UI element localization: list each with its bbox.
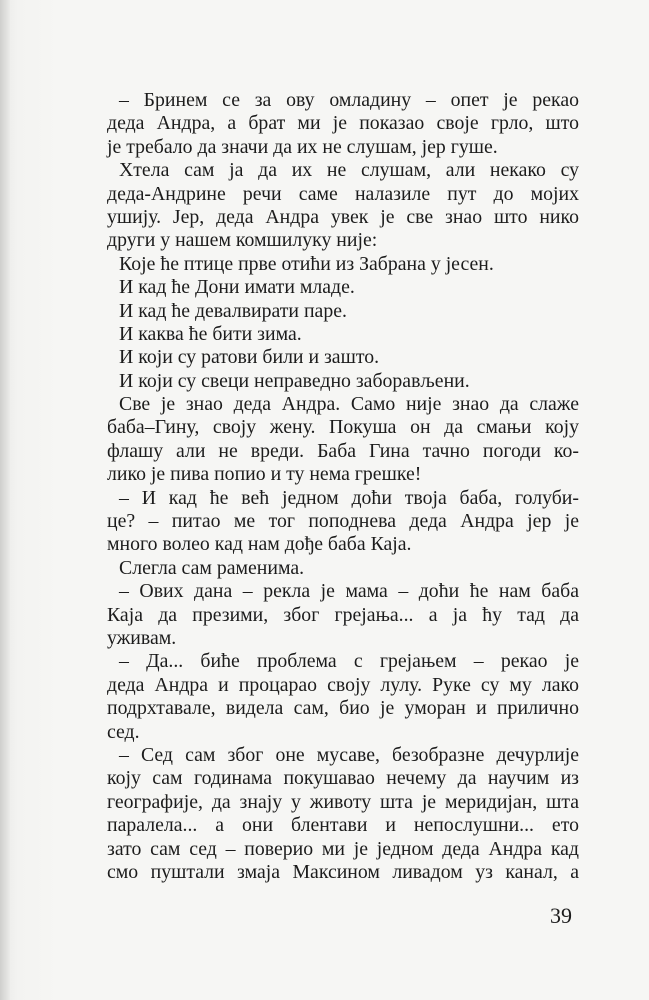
text-line: – И кад ће већ једном доћи твоја баба, голуби-: [119, 486, 579, 509]
text-line: деда Андра, а брат ми је показао своје грло, што: [107, 112, 579, 135]
text-line: лико је пива попио и ту нема грешке!: [107, 463, 422, 486]
text-line: флашу али не вреди. Баба Гина тачно погоди ко-: [107, 439, 579, 462]
text-line: И који су ратови били и зашто.: [119, 346, 380, 369]
text-line: коју сам годинама покушавао нечему да научим из: [107, 767, 579, 790]
text-line: Хтела сам ја да их не слушам, али некако су: [119, 159, 579, 182]
text-line: зато сам сед – поверио ми је једном деда Андра кад: [107, 837, 579, 860]
text-line: сед.: [107, 720, 140, 743]
text-line: И кад ће девалвирати паре.: [119, 299, 347, 322]
page-gutter-shadow: [0, 0, 10, 1000]
text-line: смо пуштали змаја Максином ливадом уз канал, а: [107, 860, 579, 883]
text-line: И који су свеци неправедно заборављени.: [119, 369, 470, 392]
text-line: деда Андра и процарао своју лулу. Руке су му лако: [107, 673, 579, 696]
body-text: [107, 89, 579, 884]
text-line: географије, да знају у животу шта је меридијан, шта: [107, 790, 579, 813]
text-line: И каква ће бити зима.: [119, 322, 302, 345]
page-number: 39: [550, 903, 572, 928]
text-line: је требало да значи да их не слушам, јер гуше.: [107, 135, 498, 158]
text-line: уживам.: [107, 626, 177, 649]
text-line: баба–Гину, своју жену. Покуша он да смањи коју: [107, 416, 579, 439]
text-line: – Сед сам због оне мусаве, безобразне дечурлије: [119, 743, 579, 766]
text-line: ушију. Јер, деда Андра увек је све знао што нико: [107, 205, 579, 228]
text-line: – Да... биће проблема с грејањем – рекао је: [119, 650, 579, 673]
text-line: це? – питао ме тог поподнева деда Андра јер је: [107, 510, 579, 533]
text-line: И кад ће Дони имати младе.: [119, 276, 355, 299]
text-line: деда-Андрине речи саме налазиле пут до мојих: [107, 182, 579, 205]
text-line: – Ових дана – рекла је мама – доћи ће нам баба: [119, 580, 579, 603]
text-line: Слегла сам раменима.: [119, 556, 305, 579]
text-line: – Бринем се за ову омладину – опет је рекао: [119, 89, 579, 111]
text-line: Које ће птице прве отићи из Забрана у јесен.: [119, 252, 494, 275]
text-line: други у нашем комшилуку није:: [107, 229, 378, 252]
text-line: подрхтавале, видела сам, био је уморан и прилично: [107, 697, 579, 720]
text-line: паралела... а они блентави и непослушни... ето: [107, 814, 579, 837]
text-line: много волео кад нам дође баба Каја.: [107, 533, 412, 556]
text-line: Каја да презими, због грејања... а ја ћу тад да: [107, 603, 579, 626]
text-line: Све је знао деда Андра. Само није знао да слаже: [119, 393, 579, 416]
